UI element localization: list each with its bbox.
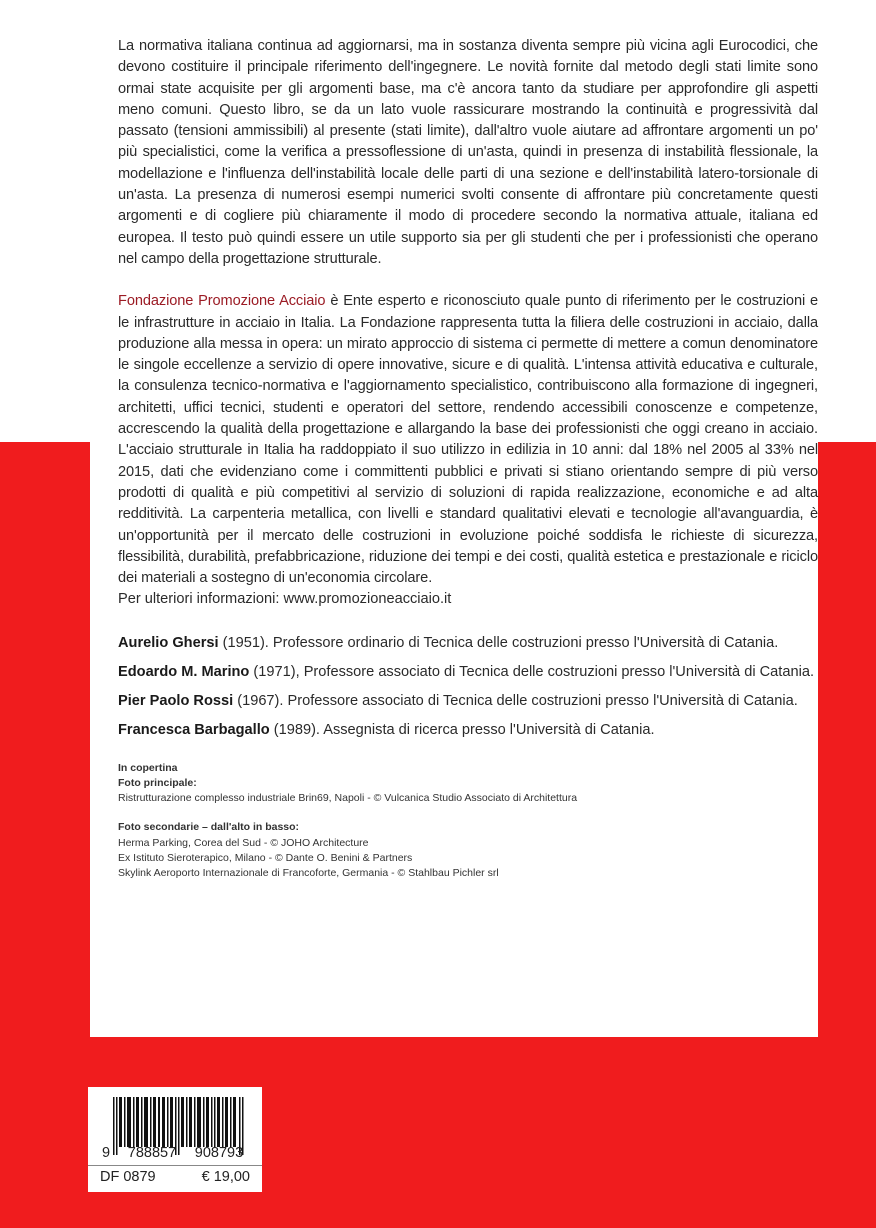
author-name: Edoardo M. Marino [118, 663, 250, 680]
barcode-divider [88, 1165, 262, 1166]
author-bio: (1951). Professore ordinario di Tecnica delle costruzioni presso l'Università di Catania. [218, 634, 779, 651]
price-label: € 19,00 [201, 1169, 250, 1185]
intro-paragraph: La normativa italiana continua ad aggiornarsi, ma in sostanza diventa sempre più vicina agli Eurocodici, che devono costituire il principale riferimento dell'ingegnere. Le novità fornite dal metodo degli stati limite sono ormai state acquisite per gli argomenti base, ma c'è ancora tanto da studiare per approfondire gli aspetti meno comuni. Questo libro, se da un lato vuole rassicurare mostrando la continuità e progressività dal passato (tensioni ammissibili) al presente (stati limite), dall'altro vuole aiutare ad affrontare argomenti un po' più specialistici, come la verifica a pressoflessione di un'asta, quindi in presenza di instabilità flessionale, la modellazione e l'influenza dell'instabilità locale delle parti di una sezione e dell'instabilità latero-torsionale di un'asta. La presenza di numerosi esempi numerici svolti consente di affrontare più concretamente questi argomenti e di cogliere più chiaramente il modo di procedere secondo la normativa attuale, italiana ed europea. Il testo può quindi essere un utile supporto sia per gli studenti che per i professionisti che operano nel campo della progettazione strutturale. [118, 38, 818, 267]
product-code: DF 0879 [100, 1169, 156, 1185]
isbn-group-1: 788857 [127, 1145, 177, 1161]
author-name: Pier Paolo Rossi [118, 692, 234, 709]
back-cover-text [118, 36, 818, 881]
isbn-first-digit: 9 [102, 1145, 111, 1161]
photo-credits [118, 761, 818, 881]
foundation-paragraph [118, 291, 818, 589]
more-info-link: Per ulteriori informazioni: www.promozioneacciaio.it [118, 591, 452, 608]
author-entry [118, 633, 818, 654]
secondary-photos-heading: Foto secondarie – dall'alto in basso: [118, 821, 300, 834]
isbn-group-2: 908793 [194, 1145, 244, 1161]
main-photo-heading: Foto principale: [118, 776, 197, 789]
foundation-name: Fondazione Promozione Acciaio [118, 293, 326, 310]
secondary-photo-credit: Ex Istituto Sieroterapico, Milano - © Dante O. Benini & Partners [118, 851, 413, 864]
author-bio: (1989). Assegnista di ricerca presso l'Università di Catania. [269, 721, 655, 738]
secondary-photo-credit: Herma Parking, Corea del Sud - © JOHO Architecture [118, 836, 369, 849]
author-entry [118, 720, 818, 741]
authors-list [118, 633, 818, 741]
barcode-label [88, 1087, 262, 1192]
foundation-text: è Ente esperto e riconosciuto quale punto di riferimento per le costruzioni e le infrastrutture in acciaio in Italia. La Fondazione rappresenta tutta la filiera delle costruzioni in acciaio, dalla produzione alla messa in opera: un mirato approccio di sistema ci permette di mettere a comun denominatore le singole eccellenze a servizio di opere innovative, sicure e di qualità. L'intensa attività educativa e culturale, la consulenza tecnico-normativa e l'aggiornamento specialistico, contribuiscono alla formazione di ingegneri, architetti, uffici tecnici, studenti e operatori del settore, rendendo accessibili conoscenze e competenze, accrescendo la qualità della progettazione e allargando la base dei professionisti che oggi creano in acciaio. L'acciaio strutturale in Italia ha raddoppiato il suo utilizzo in edilizia in 10 anni: dal 18% nel 2005 al 33% nel 2015, dati che evidenziano come i committenti pubblici e privati si stiano orientando sempre di più verso prodotti di qualità e più competitivi al servizio di soluzioni di rapida realizzazione, economiche e ad alta redditività. La carpenteria metallica, con livelli e standard qualitativi elevati e tecnologie all'avanguardia, è un'opportunità per il mercato delle costruzioni in evoluzione poiché soddisfa le richieste di sicurezza, flessibilità, durabilità, prefabbricazione, riduzione dei tempi e dei costi, qualità estetica e prestazionale e riciclo dei materiali a sostegno di un'economia circolare. [118, 293, 818, 587]
author-name: Aurelio Ghersi [118, 634, 219, 651]
isbn-number [102, 1145, 252, 1161]
secondary-photo-credit: Skylink Aeroporto Internazionale di Francoforte, Germania - © Stahlbau Pichler srl [118, 866, 499, 879]
author-name: Francesca Barbagallo [118, 721, 270, 738]
cover-heading: In copertina [118, 761, 178, 774]
main-photo-credit: Ristrutturazione complesso industriale Brin69, Napoli - © Vulcanica Studio Associato di Architettura [118, 792, 578, 805]
author-entry [118, 691, 818, 712]
author-entry [118, 662, 818, 683]
author-bio: (1967). Professore associato di Tecnica delle costruzioni presso l'Università di Catania. [233, 692, 798, 709]
author-bio: (1971), Professore associato di Tecnica delle costruzioni presso l'Università di Catania. [249, 663, 814, 680]
